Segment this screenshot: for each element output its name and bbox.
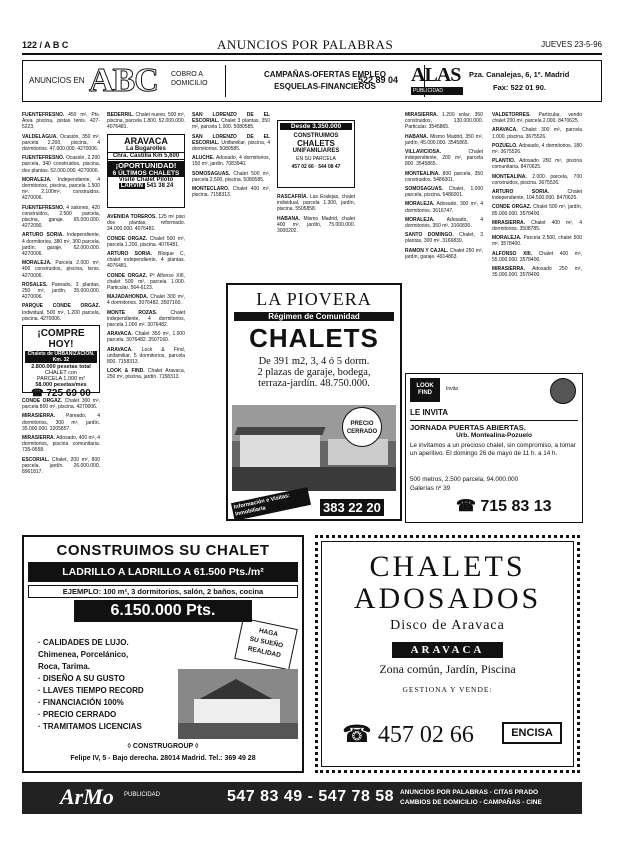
small-ad-line2: CHALETS bbox=[297, 139, 335, 148]
listing-heading: FUENTEFRESNO. bbox=[22, 204, 65, 211]
construimos-band: LADRILLO A LADRILLO A 61.500 Pts./m² bbox=[28, 562, 298, 582]
small-ad-phone: 457 02 66 · 544 08 47 bbox=[291, 164, 341, 170]
listing-heading: ARAVACA. bbox=[107, 331, 133, 338]
aravaca-line1: Chra. Castilla Km 5,600 bbox=[108, 152, 184, 160]
construgroup-name: CONSTRUGROUP bbox=[132, 743, 194, 750]
listing-heading: FUENTEFRESNO. bbox=[22, 155, 65, 162]
construimos-small-ad bbox=[277, 120, 355, 188]
listing-heading: MIRASIERRA. bbox=[22, 413, 56, 420]
listing-heading: MIRASIERRA. bbox=[492, 266, 526, 273]
listing-heading: PARQUE CONDE ORGAZ. bbox=[22, 303, 100, 310]
classified-listing bbox=[22, 155, 100, 174]
feature-text: FINANCIACIÓN 100% bbox=[42, 698, 124, 707]
listing-heading: ESCORIAL. bbox=[22, 456, 50, 463]
listing-heading: ARAVACA. bbox=[107, 346, 133, 353]
larvin-logo: LARVIN bbox=[120, 183, 143, 189]
encisa-logo: ENCISA bbox=[502, 722, 562, 744]
listing-heading: SOMOSAGUAS. bbox=[405, 186, 444, 193]
classified-listing bbox=[22, 282, 100, 301]
listing-text: Individual, 500 m², 1.200 parcela, piscina. 4270006. bbox=[22, 309, 100, 322]
classified-listing bbox=[405, 232, 483, 244]
column-4 bbox=[277, 194, 355, 237]
column-6 bbox=[492, 112, 582, 281]
construimos-footer1: ◊ CONSTRUGROUP ◊ bbox=[127, 743, 199, 750]
listing-text: Chalet independiente, 104.500.000. 8470625. bbox=[492, 189, 582, 202]
compre-phone-value: 725 69 00 bbox=[46, 388, 91, 399]
lookfind-phone-value: 715 83 13 bbox=[480, 498, 552, 515]
listing-heading: AVENIDA TOREROS. bbox=[107, 214, 157, 220]
banner-address: Pza. Canalejas, 6, 1º. Madrid bbox=[469, 70, 570, 79]
listing-text: 4 salones, 420 construidos, 2.500 parcela, piscina, garaje. 65.000.000. 4272090. bbox=[22, 204, 101, 230]
classified-listing bbox=[107, 236, 185, 248]
compre-line2: 2.800.000 pesetas total bbox=[31, 364, 91, 370]
listing-heading: MORALEJA. bbox=[22, 260, 52, 267]
section-title: ANUNCIOS POR PALABRAS bbox=[217, 37, 394, 52]
listing-heading: MIRASIERRA. bbox=[492, 219, 526, 226]
classified-listing bbox=[107, 251, 185, 270]
listing-text: Chalet 500 m², parcela 2.500, piscina. 5080585. bbox=[192, 170, 271, 183]
small-ad-line4: EN SU PARCELA bbox=[296, 156, 336, 162]
listing-text: Unifamiliar, piscina, 4 dormitorios. 5080585. bbox=[192, 139, 271, 153]
listing-heading: ARTURO SORIA. bbox=[22, 232, 64, 239]
listing-heading: VALDELAGUA. bbox=[22, 133, 58, 140]
listing-heading: MORALEJA. bbox=[22, 176, 52, 183]
lookfind-logo: LOOK FIND bbox=[410, 378, 440, 402]
feature-text: PRECIO CERRADO bbox=[42, 710, 117, 719]
listing-text: Chalet 500 m², jardín, 85.000.000. 3578400. bbox=[492, 204, 582, 217]
column-1 bbox=[22, 112, 100, 325]
piovera-ad bbox=[226, 283, 402, 521]
feature-item bbox=[38, 685, 178, 697]
piovera-name: LA PIOVERA bbox=[256, 289, 372, 309]
classified-listing bbox=[107, 294, 185, 306]
classified-listing bbox=[405, 186, 483, 198]
classified-listing bbox=[107, 310, 185, 329]
listing-text: 1.200 solar, 350 construidos, 130.000.000. Particular. 3545865. bbox=[405, 112, 483, 131]
bullet-icon: · bbox=[38, 638, 43, 647]
construimos-price: 6.150.000 Pts. bbox=[74, 600, 252, 622]
listing-heading: SAN LORENZO DE EL ESCORIAL. bbox=[192, 133, 270, 146]
listing-text: Chalet 300 m², parcela 1.000, piscina. 3675526. bbox=[492, 127, 582, 140]
adosados-sub: Disco de Aravaca bbox=[390, 618, 505, 633]
listing-text: Pareado, 3 plantas, 250 m², jardín, 35.000.000. 4270006. bbox=[22, 281, 100, 301]
listing-text: Adosado, 400 m², 4 dormitorios, piscina comunitaria. 735-0558. bbox=[22, 435, 100, 454]
listing-text: Mismo Madrid, 350 m², jardín, 45.000.000. 3545865. bbox=[405, 133, 484, 146]
listing-text: Chalet independiente, 4 dormitorios, parcela 1.000 m². 3076482. bbox=[107, 309, 185, 329]
top-banner bbox=[22, 60, 602, 102]
listing-text: Adosado 250 m², 35.000.000. 3578400. bbox=[492, 266, 582, 279]
listing-heading: SOMOSAGUAS. bbox=[192, 170, 231, 177]
classified-listing bbox=[405, 112, 483, 131]
listing-heading: LOOK & FIND. bbox=[107, 368, 145, 375]
classified-listing bbox=[492, 235, 582, 247]
classified-listing bbox=[405, 248, 483, 260]
listing-heading: CONDE ORGAZ. bbox=[107, 235, 148, 242]
classified-listing bbox=[22, 398, 100, 410]
construimos-example: EJEMPLO: 100 m², 3 dormitorios, salón, 2 baños, cocina bbox=[28, 585, 298, 598]
listing-text: Mismo Madrid, chalet 400 m², jardín, 75.000.000. 3000202. bbox=[277, 215, 356, 235]
listing-text: Adosado, 4 dormitorios, 350 m². 3166830. bbox=[405, 216, 483, 230]
listing-heading: CONDE ORGAZ. bbox=[107, 272, 148, 279]
listing-text: Chalet 350 m², 1.000 parcela. 3076482. 3507160. bbox=[107, 331, 185, 344]
aravaca-brand-row bbox=[108, 183, 184, 189]
classified-listing bbox=[405, 149, 483, 168]
classified-listing bbox=[107, 347, 185, 366]
classified-listing bbox=[192, 155, 270, 167]
classified-listing bbox=[492, 266, 582, 278]
listing-heading: MONTEALINA. bbox=[492, 173, 527, 180]
bullet-icon: · bbox=[38, 722, 43, 731]
bullet-icon: · bbox=[38, 674, 43, 683]
piovera-desc3: terraza-jardín. 48.750.000. bbox=[258, 378, 370, 389]
lookfind-line4: 500 metros, 2.500 parcela, 94.000.000 bbox=[410, 476, 519, 483]
aravaca-line3: Visite Chalet Piloto bbox=[118, 177, 174, 183]
feature-item bbox=[38, 721, 178, 733]
listing-text: Las Eralejas, chalet individual, parcela 1.300, jardín, piscina. 5505858. bbox=[277, 194, 356, 213]
feature-text: Chimenea, Porcelánico, bbox=[38, 650, 129, 659]
aravaca-phone: 541 38 24 bbox=[146, 183, 174, 189]
alas-sub: PUBLICIDAD bbox=[411, 87, 463, 95]
feature-item bbox=[38, 637, 178, 649]
piovera-info: Información e Visitas: Inmobiliaria bbox=[231, 487, 311, 521]
small-ad-line3: UNIFAMILIARES bbox=[292, 148, 340, 154]
listing-text: Chalet 3 plantas, 350 m², parcela 1.000. 5080585. bbox=[192, 118, 270, 131]
listing-heading: MONTECLARO. bbox=[192, 186, 230, 193]
listing-text: Chalet 250 m², jardín, garaje. 4914863. bbox=[405, 247, 483, 260]
listing-heading: FUENTEFRESNO. bbox=[22, 112, 65, 118]
listing-text: Ocasión, 350 m², parcela 2.200, piscina, 4 dormitorios. 47.000.000. 4270006. bbox=[22, 133, 101, 153]
header-date: JUEVES 23-5-96 bbox=[541, 40, 602, 49]
listing-heading: HABANA. bbox=[405, 133, 429, 140]
compre-line1: Chalets de URBANIZACIÓN. Km. 32 bbox=[25, 351, 97, 363]
feature-item bbox=[38, 661, 178, 673]
alas-logo: ALAS bbox=[411, 64, 461, 86]
listing-text: Chalet independiente, 200 m², parcela 800. 3545865. bbox=[405, 149, 483, 168]
classified-listing bbox=[107, 331, 185, 343]
classified-listing bbox=[492, 127, 582, 139]
compre-phone: ☎ 725 69 00 bbox=[31, 388, 91, 399]
listing-text: Chalet, 3 plantas, 300 m². 3166830. bbox=[405, 232, 483, 245]
listing-heading: MONTEALINA. bbox=[405, 170, 440, 177]
piovera-desc1: De 391 m2, 3, 4 ó 5 dorm. bbox=[258, 356, 370, 367]
lookfind-line1: JORNADA PUERTAS ABIERTAS. bbox=[410, 420, 578, 432]
listing-heading: ARTURO SORIA. bbox=[492, 189, 550, 196]
anuncios-en-label: ANUNCIOS EN bbox=[29, 76, 85, 85]
classified-listing bbox=[405, 201, 483, 213]
listing-text: Chalet nuevo, 500 m², piscina, parcela 1.800. 52.000.000. 4076481. bbox=[107, 112, 186, 131]
aravaca-title: ARAVACA bbox=[124, 136, 168, 146]
construimos-title: CONSTRUIMOS SU CHALET bbox=[56, 542, 270, 559]
feature-text: LLAVES TIEMPO RECORD bbox=[42, 686, 144, 695]
classified-listing bbox=[22, 435, 100, 454]
campaigns-line1: CAMPAÑAS-OFERTAS EMPLEO bbox=[264, 70, 386, 79]
listing-heading: ARAVACA. bbox=[492, 127, 518, 134]
construimos-features bbox=[38, 637, 178, 733]
adosados-location: ARAVACA bbox=[392, 642, 503, 658]
listing-text: 800 parcela, 350 construidos. 5486001. bbox=[405, 170, 483, 183]
dream-badge-line3: REALIDAD bbox=[247, 645, 282, 660]
listing-heading: CONDE ORGAZ. bbox=[22, 398, 63, 404]
listing-text: Chalet, 200 m², 800 parcela, jardín. 26.000.000. 8961817. bbox=[22, 456, 101, 476]
classified-listing bbox=[22, 177, 100, 202]
listing-text: Chalet 300 m², 4 dormitorios. 3076482. 3507160. bbox=[107, 294, 186, 307]
listing-text: Chalet 500 m², parcela 1.200, piscina. 4076481. bbox=[107, 235, 186, 248]
dream-badge bbox=[234, 618, 298, 671]
listing-text: Parcela 2.000 m², 400 construidos, piscina, tenis. 4270006. bbox=[22, 260, 100, 279]
listing-heading: HABANA. bbox=[277, 215, 301, 222]
fino-emblem bbox=[550, 378, 576, 404]
feature-text: DISEÑO A SU GUSTO bbox=[42, 674, 125, 683]
compre-line3: CHALET con bbox=[45, 370, 77, 376]
listing-text: Pareado, 4 dormitorios, 300 m², jardín. 35.000.000. 3205857. bbox=[22, 413, 101, 432]
adosados-phone: ☎ 457 02 66 bbox=[342, 722, 474, 748]
classified-listing bbox=[192, 186, 270, 198]
adosados-gest: GESTIONA Y VENDE: bbox=[402, 685, 493, 694]
house-photo bbox=[178, 669, 298, 739]
abc-logo: ABC bbox=[89, 62, 158, 99]
lookfind-line5: Galerías nº 39 bbox=[410, 485, 451, 492]
listing-heading: SAN LORENZO DE EL ESCORIAL. bbox=[192, 112, 270, 125]
construimos-ad bbox=[22, 535, 304, 773]
armo-logo: ArMo bbox=[60, 784, 114, 809]
lookfind-phone: ☎ 715 83 13 bbox=[456, 498, 552, 515]
classified-listing bbox=[107, 273, 185, 292]
page-header bbox=[22, 37, 602, 53]
piovera-desc2: 2 plazas de garaje, bodega, bbox=[257, 367, 371, 378]
listing-heading: CONDE ORGAZ. bbox=[492, 204, 532, 211]
column-2-bottom bbox=[107, 214, 185, 384]
listing-text: Chalet Aravaca, 250 m², piscina, jardín. 7158313. bbox=[107, 368, 185, 381]
classified-listing bbox=[492, 189, 582, 201]
feature-text: TRAMITAMOS LICENCIAS bbox=[42, 722, 142, 731]
aravaca-ad bbox=[107, 134, 185, 208]
classified-listing bbox=[192, 134, 270, 153]
column-2 bbox=[107, 112, 185, 134]
armo-sub: PUBLICIDAD bbox=[124, 792, 161, 798]
classified-listing bbox=[192, 171, 270, 183]
bullet-icon: · bbox=[38, 686, 43, 695]
listing-text: Chalet 400 m², 55.000.000. 3578400. bbox=[492, 250, 583, 263]
classified-listing bbox=[192, 112, 270, 131]
classified-listing bbox=[22, 112, 100, 131]
column-3 bbox=[192, 112, 270, 201]
listing-text: Adosado, 4 dormitorios, 180 m². 3675526. bbox=[492, 142, 582, 156]
compre-line4: PARCELA 1.000 m² bbox=[36, 376, 86, 382]
listing-heading: MORALEJA. bbox=[405, 216, 435, 223]
feature-text: CALIDADES DE LUJO. bbox=[42, 638, 129, 647]
classified-listing bbox=[492, 204, 582, 216]
adosados-ad bbox=[315, 535, 580, 773]
listing-heading: VILLAVICIOSA. bbox=[405, 149, 442, 156]
listing-text: 125 m² piso dos plantas, reformado. 34.000.000. 4076481. bbox=[107, 214, 185, 233]
classified-listing bbox=[107, 112, 185, 131]
lookfind-ad bbox=[405, 373, 583, 523]
bottom-phones: 547 83 49 - 547 78 58 bbox=[227, 788, 395, 805]
banner-fax: Fax: 522 01 90. bbox=[493, 83, 546, 92]
listing-text: Pº Alfonso XIII, chalet 500 m², parcela 1.000. Particular. 564-6123. bbox=[107, 272, 186, 292]
page-ref: 122 / A B C bbox=[22, 40, 69, 50]
classified-listing bbox=[22, 205, 100, 230]
listing-heading: RAMON Y CAJAL. bbox=[405, 247, 449, 254]
feature-item bbox=[38, 697, 178, 709]
listing-heading: VALDETORRES. bbox=[492, 112, 531, 118]
column-1-bottom bbox=[22, 398, 100, 478]
compre-title: ¡COMPRE HOY! bbox=[37, 328, 85, 350]
classified-listing bbox=[492, 158, 582, 170]
listing-text: Adosado 250 m², piscina comunitaria. 8470625. bbox=[492, 158, 582, 171]
cobro-domicilio: COBRO A DOMICILIO bbox=[171, 71, 208, 87]
classified-listing bbox=[22, 413, 100, 432]
feature-item bbox=[38, 649, 178, 661]
classified-listing bbox=[277, 216, 355, 235]
piovera-photo bbox=[232, 405, 396, 491]
listing-heading: MIRASIERRA. bbox=[405, 112, 439, 118]
listing-text: Adosado, 4 dormitorios, 150 m², jardín. 7083940. bbox=[192, 155, 270, 168]
dream-badge-line1: HAGA bbox=[258, 627, 279, 639]
small-ad-price: Desde 3.350.000 bbox=[280, 123, 352, 130]
classified-listing bbox=[22, 260, 100, 279]
listing-text: 2.000 parcela, 700 construidos, piscina. 3675526. bbox=[492, 173, 583, 186]
feature-item bbox=[38, 709, 178, 721]
listing-text: Ocasión, 2.200 parcela, 340 construidos, piscina, dos plantas. 52.000.000. 4270006. bbox=[22, 155, 100, 174]
classified-listing bbox=[405, 217, 483, 229]
listing-heading: ALUCHE. bbox=[192, 155, 215, 162]
listing-heading: SANTO DOMINGO. bbox=[405, 232, 454, 239]
header-rule bbox=[22, 53, 602, 55]
classified-listing bbox=[492, 174, 582, 186]
listing-heading: MORALEJA. bbox=[492, 235, 522, 242]
feature-item bbox=[38, 673, 178, 685]
aravaca-sub: La Bugarolles bbox=[126, 146, 166, 152]
piovera-badge: PRECIO CERRADO bbox=[342, 407, 382, 447]
banner-phone-visible: 522 89 04 bbox=[358, 75, 399, 85]
listing-heading: MONTE ROZAS. bbox=[107, 309, 158, 316]
listing-text: Chalet 400 m², 4 dormitorios. 3508785. bbox=[492, 219, 583, 233]
small-ad-line1: CONSTRUIMOS bbox=[293, 133, 339, 139]
listing-text: Independiente, 4 dormitorios, 380 m², 300 parcela, jardín, garaje. 62.000.000. 4270006. bbox=[22, 232, 101, 258]
lookfind-line3: Le invitamos a un precioso chalet, sin compromiso, a tomar un aperitivo. El domingo 26 de mayo de 11 h. a 14 h. bbox=[410, 442, 576, 457]
bottom-banner bbox=[22, 782, 582, 814]
listing-text: Particular, vendo chalet 200 m², parcela 2.000. 8470625. bbox=[492, 112, 583, 125]
listing-heading: BEDERRIL. bbox=[107, 112, 134, 118]
piovera-sub: Régimen de Comunidad bbox=[234, 312, 394, 321]
listing-text: Lock & Find, unifamiliar, 5 dormitorios, parcela 800. 7158313. bbox=[107, 346, 185, 366]
classified-listing bbox=[492, 251, 582, 263]
classified-listing bbox=[107, 368, 185, 380]
listing-heading: MORALEJA. bbox=[405, 201, 435, 208]
listing-text: Chalet, 1.000 parcela, piscina. 5486001. bbox=[405, 186, 484, 199]
column-5 bbox=[405, 112, 483, 263]
alas-logo-box bbox=[411, 64, 463, 98]
listing-heading: MAJADAHONDA. bbox=[107, 294, 149, 301]
listing-heading: RASCAFRÍA. bbox=[277, 194, 308, 200]
classified-listing bbox=[22, 457, 100, 476]
construimos-footer2: Felipe IV, 5 - Bajo derecha. 28014 Madrid. Tel.: 369 49 28 bbox=[70, 755, 256, 762]
classified-listing bbox=[22, 303, 100, 322]
compre-line5: 58.000 pesetas/mes bbox=[35, 382, 87, 388]
listing-text: Chalet 300 m², parcela 800 m², piscina. 4270006. bbox=[22, 398, 101, 411]
classified-listing bbox=[492, 112, 582, 124]
lookfind-tag: Invita bbox=[446, 386, 458, 392]
adosados-title2: ADOSADOS bbox=[353, 582, 542, 615]
listing-text: Parcela 2.500, chalet 500 m². 3578400. bbox=[492, 235, 582, 248]
listing-text: Bloque C, chalet independiente, 4 plantas. 4076481. bbox=[107, 251, 186, 270]
listing-text: Chalet 400 m², piscina. 7158313. bbox=[192, 186, 271, 199]
classified-listing bbox=[492, 143, 582, 155]
campaigns-line2: ESQUELAS-FINANCIEROS bbox=[274, 82, 376, 91]
dream-badge-line2: SU SUEÑO bbox=[248, 635, 284, 650]
classified-listing bbox=[492, 220, 582, 232]
aravaca-offer: ¡OPORTUNIDAD! bbox=[108, 161, 184, 170]
listing-heading: ALFONSO XIII. bbox=[492, 250, 532, 257]
bottom-right2: CAMBIOS DE DOMICILIO - CAMPAÑAS - CINE bbox=[400, 799, 542, 806]
lookfind-title: LE INVITA bbox=[410, 408, 449, 417]
listing-text: Adosado, 300 m², 4 dormitorios. 3616747. bbox=[405, 201, 483, 214]
listing-heading: MIRASIERRA. bbox=[22, 435, 56, 442]
piovera-phone: 383 22 20 bbox=[320, 499, 384, 516]
listing-heading: POZUELO. bbox=[492, 142, 518, 149]
classified-listing bbox=[405, 171, 483, 183]
listing-heading: ROSALES. bbox=[22, 281, 48, 288]
classified-listing bbox=[277, 194, 355, 213]
classified-listing bbox=[107, 214, 185, 233]
piovera-title: CHALETS bbox=[249, 323, 379, 353]
feature-text: Roca, Tarima. bbox=[38, 662, 90, 671]
classified-listing bbox=[22, 134, 100, 153]
bottom-right1: ANUNCIOS POR PALABRAS - CITAS PRADO bbox=[400, 789, 539, 796]
classified-listing bbox=[405, 134, 483, 146]
listing-heading: PLANTIO. bbox=[492, 158, 516, 165]
classified-listing bbox=[22, 232, 100, 257]
bullet-icon: · bbox=[38, 698, 43, 707]
adosados-phone-value: 457 02 66 bbox=[377, 722, 474, 748]
aravaca-offer2: 6 ÚLTIMOS CHALETS bbox=[108, 170, 184, 177]
listing-heading: ARTURO SORIA. bbox=[107, 251, 152, 258]
lookfind-line2: Urb. Montealina-Pozuelo bbox=[456, 432, 532, 439]
adosados-title1: CHALETS bbox=[369, 550, 526, 583]
bullet-icon: · bbox=[38, 710, 43, 719]
listing-text: Independiente, 4 dormitorios, piscina, parcela 1.500 m². 2.100m², construidos. 4270006. bbox=[22, 176, 100, 202]
compre-hoy-ad bbox=[22, 325, 100, 399]
adosados-feature: Zona común, Jardín, Piscina bbox=[379, 662, 516, 676]
listing-text: 450 m², Pts. Area piscina, pistas tenis. 427-5223. bbox=[22, 112, 101, 131]
